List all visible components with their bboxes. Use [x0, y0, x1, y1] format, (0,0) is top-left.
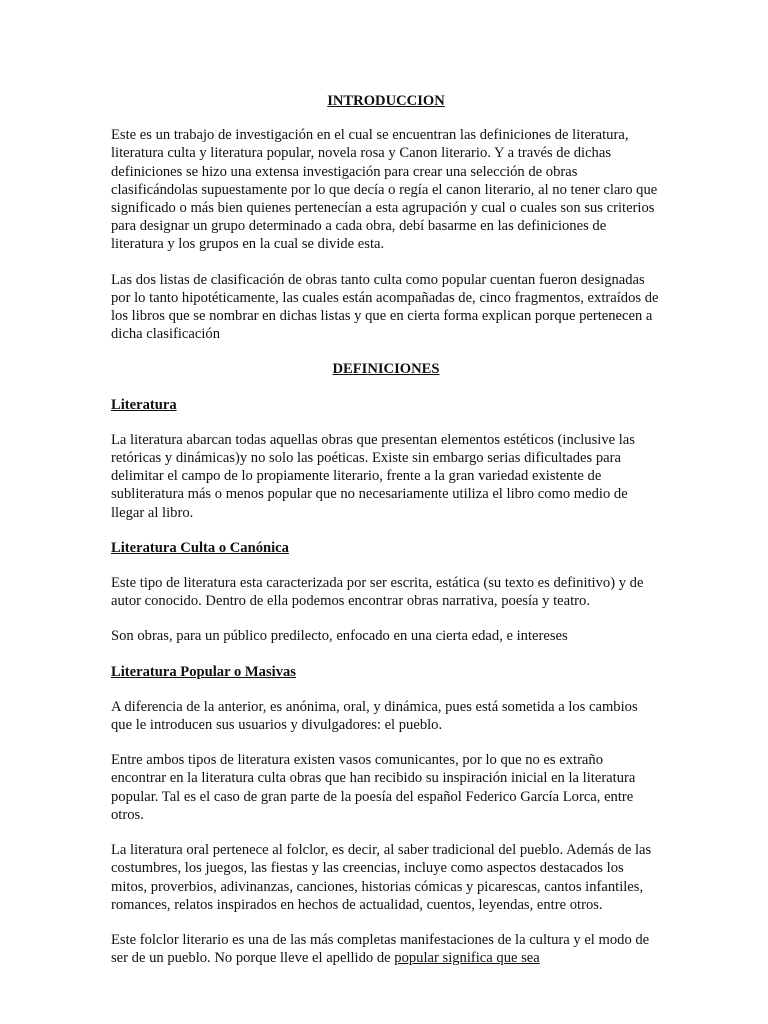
- literatura-paragraph: La literatura abarcan todas aquellas obras que presentan elementos estéticos (inclusive las retóricas y dinámicas)y no solo las poéticas. Existe sin embargo serias dificultades para delimitar el campo de lo propiamente literario, frente a la gran variedad existente de subliteratura más o menos popular que no necesariamente utiliza el libro como medio de llegar al libro.: [111, 431, 635, 521]
- intro-paragraph-2: Las dos listas de clasificación de obras tanto culta como popular cuentan fueron designadas por lo tanto hipotéticamente, las cuales están acompañadas de, cinco fragmentos, extraídos de los libros que se nombrar en dichas listas y que en cierta forma explican porque pertenecen a dicha clasificación: [111, 271, 659, 343]
- popular-paragraph-2: Entre ambos tipos de literatura existen vasos comunicantes, por lo que no es extraño encontrar en la literatura culta obras que han recibido su inspiración inicial en la literatura popular. Tal es el caso de gran parte de la poesía del español Federico García Lorca, entre otros.: [111, 752, 636, 823]
- document-page: [111, 92, 661, 967]
- introduction-title: INTRODUCCION: [327, 93, 445, 109]
- popular-heading: Literatura Popular o Masivas: [111, 663, 296, 680]
- culta-paragraph-2: Son obras, para un público predilecto, enfocado en una cierta edad, e intereses: [111, 628, 568, 645]
- popular-paragraph-1: A diferencia de la anterior, es anónima, oral, y dinámica, pues está sometida a los cambios que le introducen sus usuarios y divulgadores: el pueblo.: [111, 698, 638, 734]
- culta-heading: Literatura Culta o Canónica: [111, 539, 289, 556]
- popular-paragraph-3: La literatura oral pertenece al folclor, es decir, al saber tradicional del pueblo. Además de las costumbres, los juegos, las fiestas y las creencias, incluye como aspectos destacados los mitos, proverbios, adivinanzas, canciones, historias cómicas y picarescas, cantos infantiles, romances, relatos inspirados en hechos de actualidad, cuentos, leyendas, entre otros.: [111, 842, 652, 913]
- culta-paragraph-1: Este tipo de literatura esta caracterizada por ser escrita, estática (su texto es definitivo) y de autor conocido. Dentro de ella podemos encontrar obras narrativa, poesía y teatro.: [111, 575, 644, 610]
- popular-paragraph-4-underlined: popular significa que sea: [394, 950, 540, 967]
- literatura-heading: Literatura: [111, 396, 177, 413]
- popular-paragraph-4: [111, 931, 661, 967]
- intro-paragraph-1: Este es un trabajo de investigación en el cual se encuentran las definiciones de literatura, literatura culta y literatura popular, novela rosa y Canon literario. Y a través de dichas definiciones se hizo una extensa investigación para crear una selección de obras clasificándolas supuestamente por lo que decía o regía el canon literario, al no tener claro que significado o más bien quienes pertenecían a esta agrupación y cual o cuales son sus criterios para designar un grupo determinado a cada obra, debí basarme en las definiciones de literatura y los grupos en la cual se divide esta.: [111, 127, 658, 253]
- definitions-title: DEFINICIONES: [332, 361, 440, 378]
- popular-paragraph-4-text: Este folclor literario es una de las más completas manifestaciones de la cultura y el modo de ser de un pueblo. No porque lleve el apellido de: [111, 931, 650, 967]
